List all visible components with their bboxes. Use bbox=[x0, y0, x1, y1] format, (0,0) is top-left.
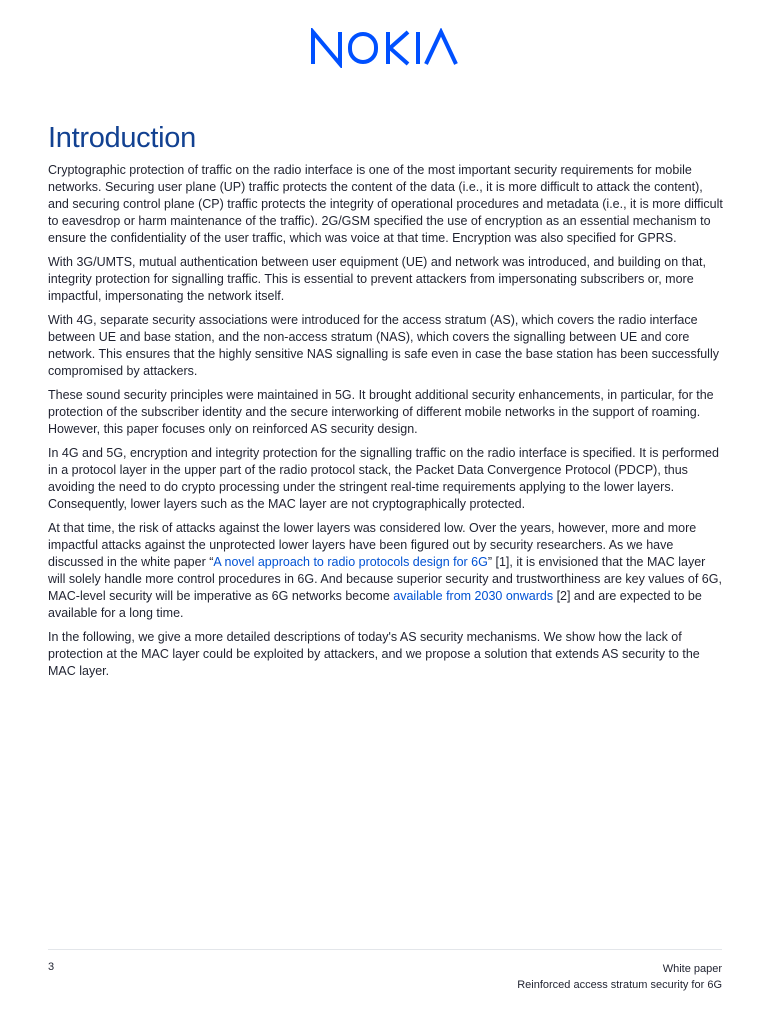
nokia-logo bbox=[310, 28, 460, 68]
paragraph-6-text-b: ” [1], it is envisioned that the MAC layer will solely handle more control procedures in 6G. And because superior security and trustworthiness are key values of 6G, MAC-level security will be imperative as 6G networks become bbox=[48, 555, 722, 603]
link-available-2030[interactable]: available from 2030 onwards bbox=[393, 589, 554, 603]
footer-divider bbox=[48, 949, 722, 950]
paragraph-6 bbox=[48, 520, 724, 622]
footer-doc-type: White paper bbox=[662, 963, 722, 975]
footer-doc-info bbox=[517, 961, 722, 993]
link-novel-approach[interactable]: A novel approach to radio protocols design for 6G bbox=[213, 555, 488, 569]
nokia-logo-mark bbox=[310, 28, 460, 68]
paragraph-2: With 3G/UMTS, mutual authentication between user equipment (UE) and network was introduced, and building on that, integrity protection for signalling traffic. This is essential to prevent attackers from impersonating subscribers or, more impactful, impersonating the network itself. bbox=[48, 255, 706, 303]
paragraph-4: These sound security principles were maintained in 5G. It brought additional security enhancements, in particular, for the protection of the subscriber identity and the secure interworking of different mobile networks in the support of roaming. However, this paper focuses only on reinforced AS security design. bbox=[48, 388, 714, 436]
section-title: Introduction bbox=[48, 122, 196, 154]
paragraph-5: In 4G and 5G, encryption and integrity protection for the signalling traffic on the radio interface is specified. It is performed in a protocol layer in the upper part of the radio protocol stack, the Packet Data Convergence Protocol (PDCP), thus avoiding the need to do crypto processing under the stringent real-time requirements applying to the lower layers. Consequently, lower layers such as the MAC layer are not cryptographically protected. bbox=[48, 446, 719, 511]
paragraph-1: Cryptographic protection of traffic on the radio interface is one of the most important security requirements for mobile networks. Securing user plane (UP) traffic protects the content of the data (i.e., it is more difficult to attack the content), and securing control plane (CP) traffic protects the integrity of operational procedures and metadata (i.e., it is more difficult to eavesdrop or harm maintenance of the traffic). 2G/GSM specified the use of encryption as an essential mechanism to ensure the confidentiality of the user traffic, which was voice at that time. Encryption was also specified for GPRS. bbox=[48, 163, 723, 245]
paragraph-3: With 4G, separate security associations were introduced for the access stratum (AS), which covers the radio interface between UE and base station, and the non-access stratum (NAS), which covers the signalling between UE and core network. This ensures that the highly sensitive NAS signalling is safe even in case the base station has been successfully compromised by attackers. bbox=[48, 313, 719, 378]
paragraph-6-text-c: [2] and are expected to be available for a long time. bbox=[48, 589, 702, 620]
page-number: 3 bbox=[48, 961, 55, 973]
paragraph-7: In the following, we give a more detailed descriptions of today's AS security mechanisms. We show how the lack of protection at the MAC layer could be exploited by attackers, and we propose a solution that extends AS security to the MAC layer. bbox=[48, 630, 700, 678]
main-content bbox=[48, 122, 724, 687]
paragraph-6-text-a: At that time, the risk of attacks against the lower layers was considered low. Over the years, however, more and more impactful attacks against the unprotected lower layers have been figured out by security researchers. As we have discussed in the white paper “ bbox=[48, 521, 697, 569]
footer-doc-title: Reinforced access stratum security for 6G bbox=[517, 979, 722, 991]
